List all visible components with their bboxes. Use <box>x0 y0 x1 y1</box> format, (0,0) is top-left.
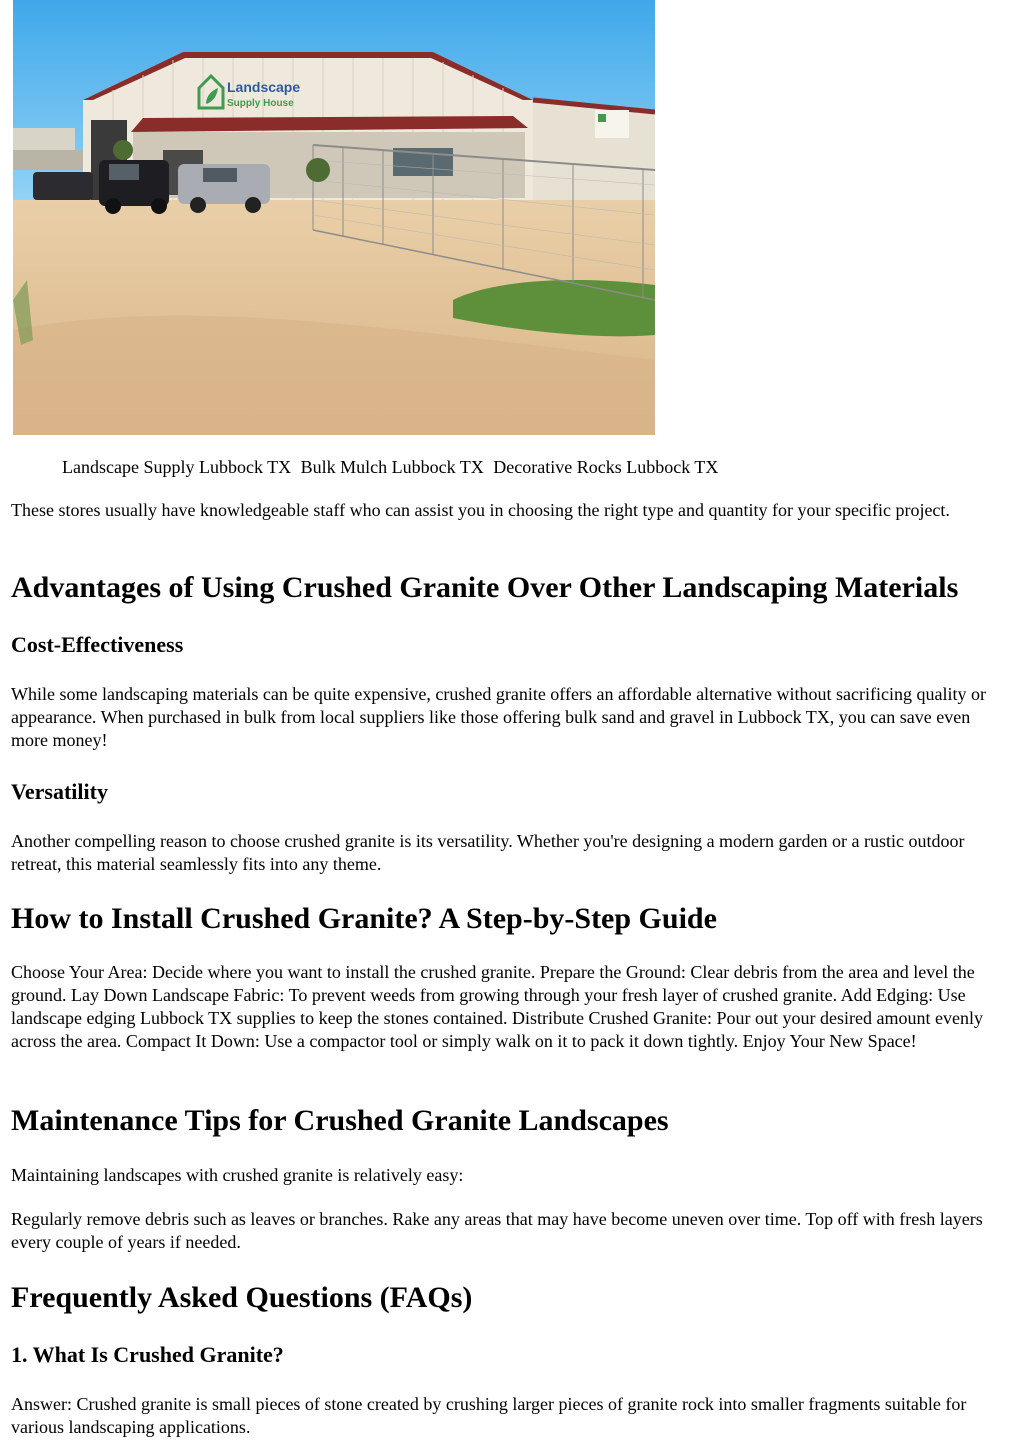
link-decorative-rocks[interactable]: Decorative Rocks Lubbock TX <box>493 457 719 477</box>
faq-heading: Frequently Asked Questions (FAQs) <box>11 1281 473 1314</box>
faq-question-1: 1. What Is Crushed Granite? <box>11 1342 284 1367</box>
advantages-heading: Advantages of Using Crushed Granite Over Other Landscaping Materials <box>11 571 959 604</box>
cost-effectiveness-text: While some landscaping materials can be quite expensive, crushed granite offers an affordable alternative without sacrificing quality or appearance. When purchased in bulk from local suppliers like those offering bulk sand and gravel in Lubbock TX, you can save even more money! <box>11 684 986 750</box>
install-heading: How to Install Crushed Granite? A Step-by-Step Guide <box>11 902 717 935</box>
link-bulk-mulch[interactable]: Bulk Mulch Lubbock TX <box>300 457 484 477</box>
storefront-photo <box>13 0 655 435</box>
intro-paragraph: These stores usually have knowledgeable staff who can assist you in choosing the right type and quantity for your specific project. <box>11 500 950 520</box>
versatility-text: Another compelling reason to choose crushed granite is its versatility. Whether you're designing a modern garden or a rustic outdoor retreat, this material seamlessly fits into any theme. <box>11 831 965 874</box>
storefront-illustration <box>13 0 655 435</box>
link-landscape-supply[interactable]: Landscape Supply Lubbock TX <box>62 457 292 477</box>
install-steps-text: Choose Your Area: Decide where you want to install the crushed granite. Prepare the Ground: Clear debris from the area and level the ground. Lay Down Landscape Fabric: To prevent weeds from growing through your fresh layer of crushed granite. Add Edging: Use landscape edging Lubbock TX supplies to keep the stones contained. Distribute Crushed Granite: Pour out your desired amount evenly across the area. Compact It Down: Use a compactor tool or simply walk on it to pack it down tightly. Enjoy Your New Space! <box>11 962 983 1051</box>
maintenance-tips-text: Regularly remove debris such as leaves or branches. Rake any areas that may have become uneven over time. Top off with fresh layers every couple of years if needed. <box>11 1209 983 1252</box>
sign-text-line1: Landscape <box>227 79 301 95</box>
cost-effectiveness-heading: Cost-Effectiveness <box>11 632 184 657</box>
sign-text-line2: Supply House <box>227 98 294 109</box>
faq-answer-1: Answer: Crushed granite is small pieces of stone created by crushing larger pieces of granite rock into smaller fragments suitable for various landscaping applications. <box>11 1394 967 1437</box>
versatility-heading: Versatility <box>11 779 108 804</box>
maintenance-intro: Maintaining landscapes with crushed granite is relatively easy: <box>11 1165 464 1185</box>
related-links <box>62 456 718 478</box>
maintenance-heading: Maintenance Tips for Crushed Granite Landscapes <box>11 1104 669 1137</box>
